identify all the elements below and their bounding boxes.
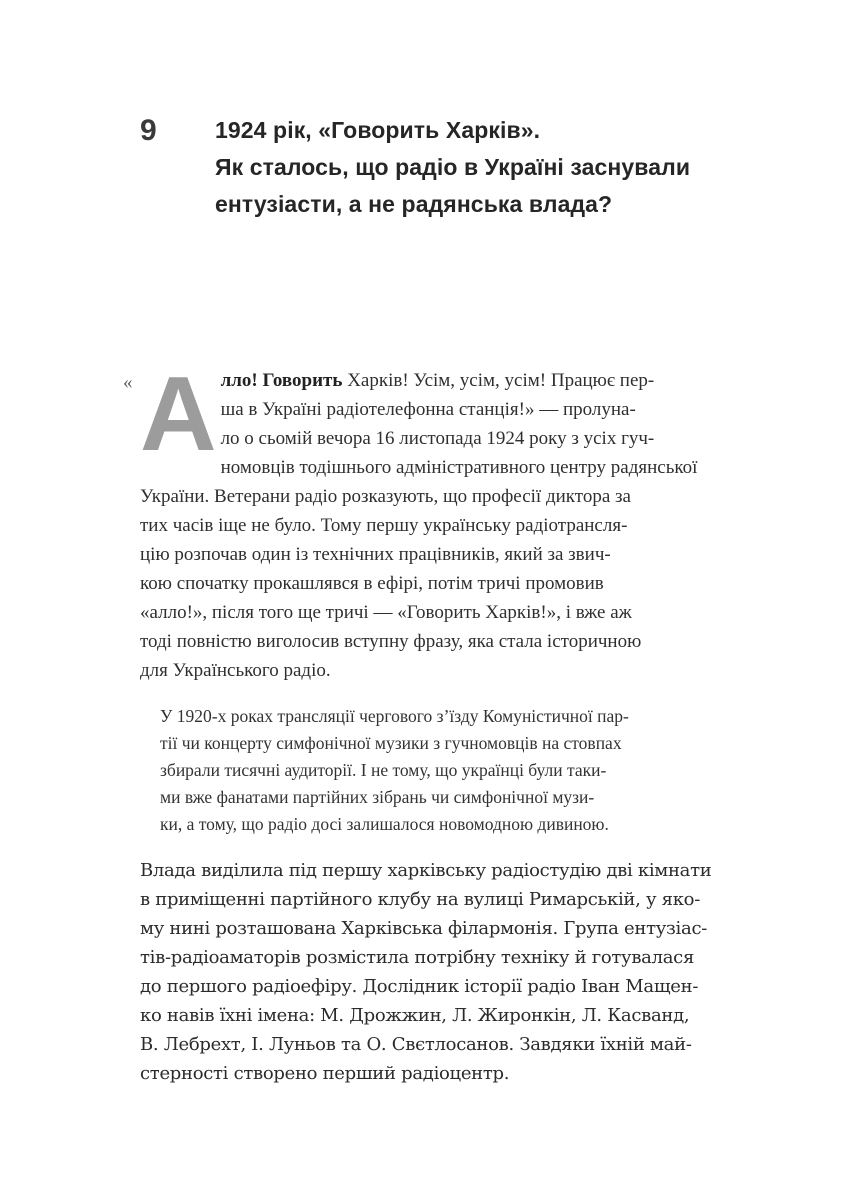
paragraph-line: тів-радіоаматорів розмістила потрібну техніку й готувалася (140, 947, 695, 968)
paragraph-line: Влада виділила під першу харківську радіостудію дві кімнати (140, 860, 712, 881)
paragraph-line: України. Ветерани радіо розказують, що професії диктора за (140, 486, 631, 507)
paragraph-line: кою спочатку прокашлявся в ефірі, потім тричі промовив (140, 573, 604, 594)
paragraph-line: цію розпочав один із технічних працівників, який за звич- (140, 544, 611, 565)
paragraph-line: ми вже фанатами партійних зібрань чи симфонічної музи- (160, 787, 595, 807)
paragraph-line: тії чи концерту симфонічної музики з гучномовців на стовпах (160, 733, 622, 753)
paragraph-line: У 1920-х роках трансляції чергового з’їзду Комуністичної пар- (160, 706, 629, 726)
paragraph-line: в приміщенні партійного клубу на вулиці Римарській, у яко- (140, 889, 700, 910)
paragraph-line: му нині розташована Харківська філармонія. Група ентузіас- (140, 918, 708, 939)
lead-in-bold: лло! Говорить (220, 370, 343, 391)
paragraph-line (140, 366, 718, 395)
paragraph-line: номовців тодішнього адміністративного центру радянської (220, 457, 698, 478)
chapter-title-line: ентузіасти, а не радянська влада? (215, 191, 613, 217)
paragraph-line: збирали тисячні аудиторії. І не тому, що українці були таки- (160, 760, 607, 780)
paragraph-line: ко навів їхні імена: М. Дрожжин, Л. Жиронкін, Л. Касванд, (140, 1005, 690, 1026)
paragraph-line: до першого радіоефіру. Дослідник історії радіо Іван Мащен- (140, 976, 699, 997)
closing-paragraph (140, 856, 718, 1088)
chapter-title-line: 1924 рік, «Говорить Харків». (215, 117, 541, 143)
paragraph-line: для Українського радіо. (140, 660, 331, 681)
paragraph-line: ша в Україні радіотелефонна станція!» — пролуна- (220, 399, 636, 420)
drop-cap: А (140, 355, 217, 473)
chapter-title-line: Як сталось, що радіо в Україні заснували (215, 154, 691, 180)
chapter-number: 9 (140, 114, 157, 147)
paragraph-line: стерності створено перший радіоцентр. (140, 1063, 510, 1084)
paragraph-line: ло о сьомій вечора 16 листопада 1924 року з усіх гуч- (220, 428, 655, 449)
opening-quote-mark: « (123, 372, 133, 393)
chapter-header (140, 112, 690, 223)
paragraph-line: ки, а тому, що радіо досі залишалося новомодною дивиною. (160, 814, 609, 834)
opening-paragraph (123, 355, 718, 685)
inset-paragraph (160, 703, 708, 838)
paragraph-line: тоді повністю виголосив вступну фразу, яка стала історичною (140, 631, 642, 652)
lead-in-rest: Харків! Усім, усім, усім! Працює пер- (342, 370, 655, 391)
paragraph-line: В. Лебрехт, І. Луньов та О. Свєтлосанов. Завдяки їхній май- (140, 1034, 692, 1055)
paragraph-line: «алло!», після того ще тричі — «Говорить Харків!», і вже аж (140, 602, 632, 623)
paragraph-line: тих часів іще не було. Тому першу українську радіотрансля- (140, 515, 628, 536)
chapter-title (215, 112, 690, 223)
